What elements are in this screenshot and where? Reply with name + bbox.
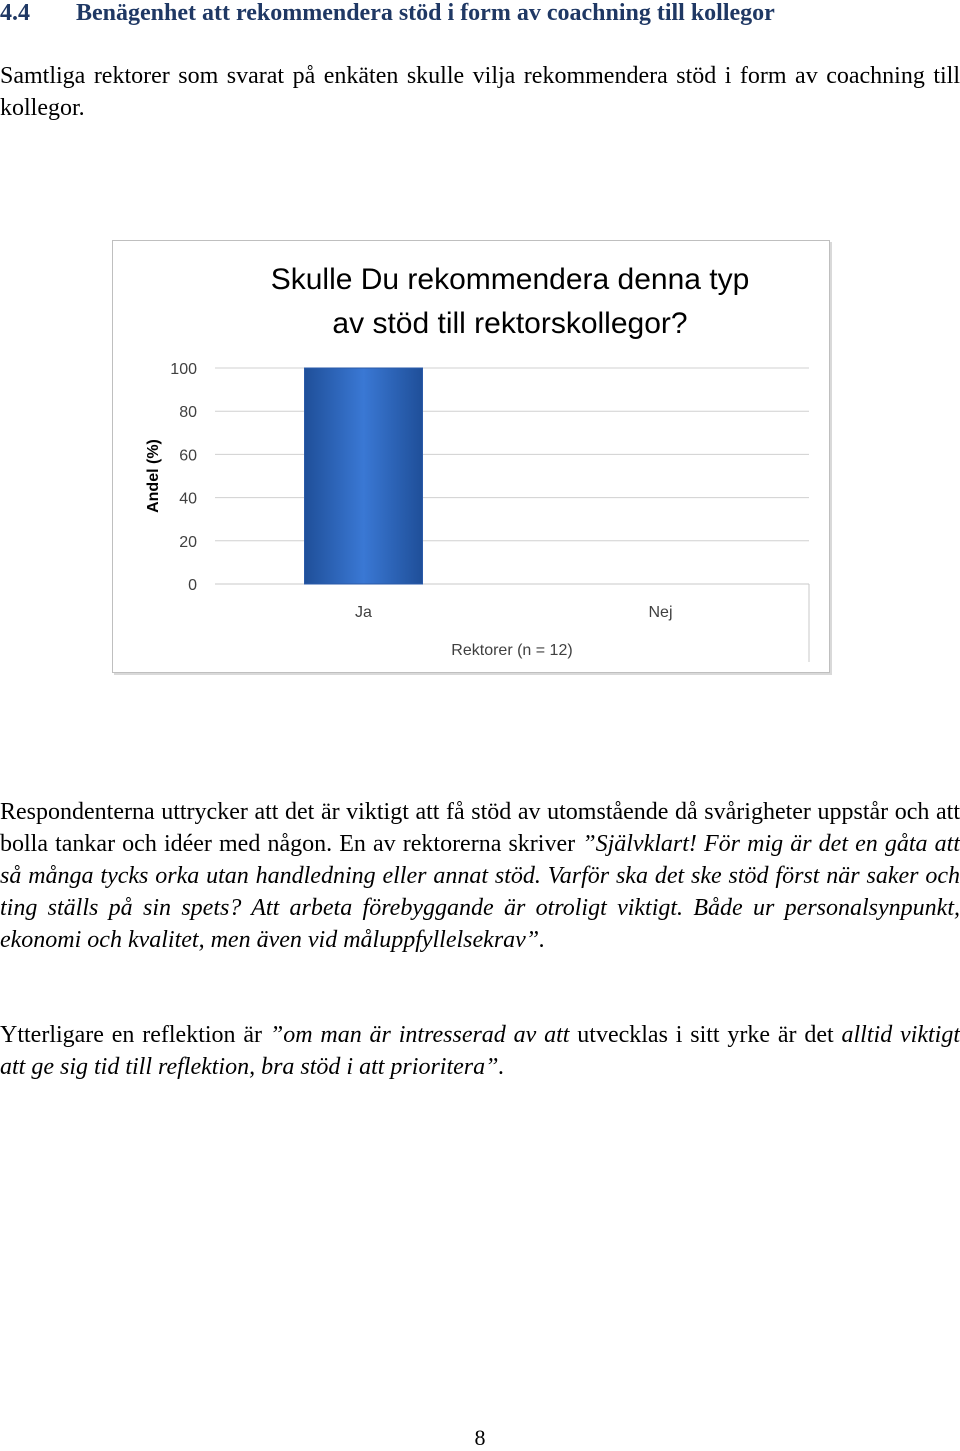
x-category-label: Ja bbox=[355, 604, 372, 621]
y-axis-label: Andel (%) bbox=[145, 439, 162, 513]
intro-paragraph: Samtliga rektorer som svarat på enkäten skulle vilja rekommendera stöd i form av coachning till kollegor. bbox=[0, 63, 960, 121]
x-axis-label: Rektorer (n = 12) bbox=[451, 642, 573, 659]
y-tick-label: 80 bbox=[179, 404, 197, 422]
chart-title-line: av stöd till rektorskollegor? bbox=[332, 307, 688, 340]
quote-text: alltid viktigt att ge sig tid till reflektion, bra stöd i att prioritera”. bbox=[0, 1022, 960, 1080]
section-heading bbox=[0, 0, 960, 26]
paragraph-reflection bbox=[0, 1019, 960, 1083]
paragraph-text: Ytterligare en reflektion är bbox=[0, 1022, 270, 1048]
y-tick-label: 40 bbox=[179, 490, 197, 508]
page-number: 8 bbox=[474, 1425, 486, 1450]
y-tick-label: 60 bbox=[179, 447, 197, 465]
paragraph-quote bbox=[0, 796, 960, 956]
y-tick-label: 20 bbox=[179, 533, 197, 551]
paragraph-text: Respondenterna uttrycker att det är viktigt att få stöd av utomstående då svårigheter uppstår och att bolla tankar och idéer med någon. En av rektorerna skriver bbox=[0, 799, 960, 857]
y-tick-label: 100 bbox=[170, 361, 197, 378]
section-title: Benägenhet att rekommendera stöd i form av coachning till kollegor bbox=[76, 0, 775, 26]
y-tick-label: 0 bbox=[188, 577, 197, 594]
chart-frame bbox=[112, 240, 830, 673]
quote-text: ”om man är intresserad av att bbox=[269, 1022, 570, 1048]
bar-ja bbox=[305, 368, 423, 584]
quote-text: ”Självklart! För mig är det en gåta att så många tycks orka utan handledning eller annat stöd. Varför ska det ske stöd först när saker och ting ställs på sin spets? Att arbeta förebyggande är otroligt viktigt. Både ur personalsynpunkt, ekonomi och kvalitet, men även vid måluppfyllelsekrav”. bbox=[0, 831, 960, 953]
section-number: 4.4 bbox=[0, 0, 30, 26]
bar-chart bbox=[113, 241, 829, 672]
x-category-label: Nej bbox=[648, 604, 673, 621]
paragraph-text: utvecklas i sitt yrke är det bbox=[569, 1022, 842, 1048]
chart-title-line: Skulle Du rekommendera denna typ bbox=[270, 263, 750, 296]
